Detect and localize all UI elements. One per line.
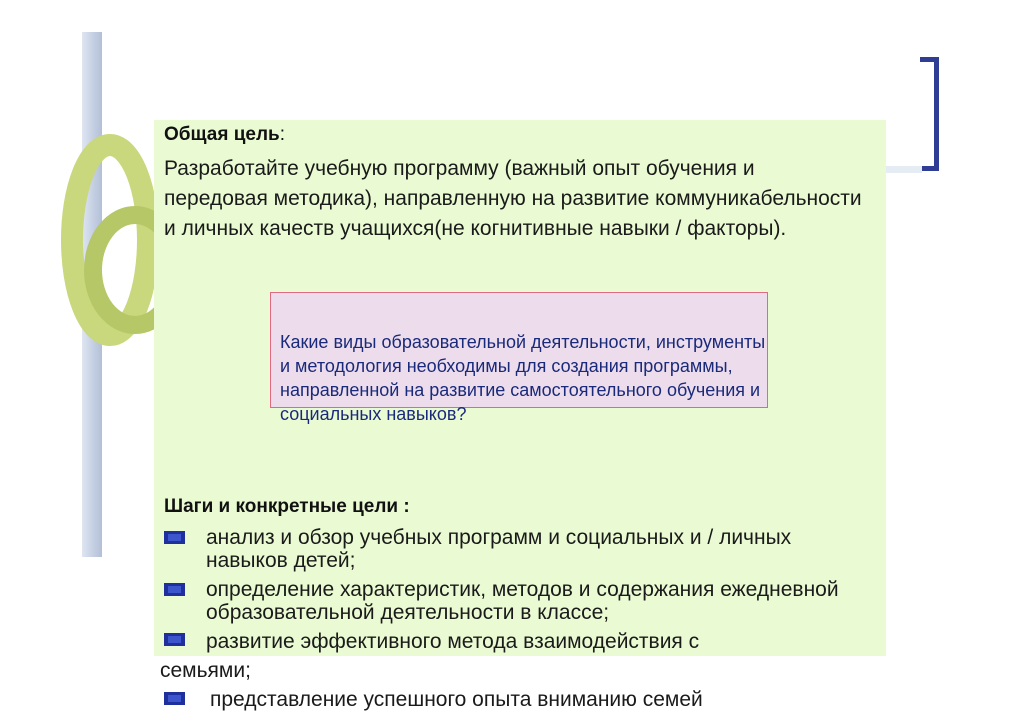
goal-text: Разработайте учебную программу (важный опыт обучения и передовая методика), направленную на развитие коммуникабельности и личных качеств учащихся(не когнитивные навыки / факторы). (164, 157, 862, 240)
bullet-icon (164, 583, 185, 596)
step-item-2: определение характеристик, методов и содержания ежедневной образовательной деятельности в классе; (206, 578, 839, 624)
bullet-icon (164, 692, 185, 705)
question-text: Какие виды образовательной деятельности, инструменты и методология необходимы для создания программы, направленной на развитие самостоятельного обучения и социальных навыков? (280, 332, 766, 424)
step-item-3: развитие эффективного метода взаимодействия с (206, 630, 700, 653)
step-item-1: анализ и обзор учебных программ и социальных и / личных навыков детей; (206, 526, 792, 572)
decorative-bracket (920, 57, 939, 171)
step-item-3-continuation: семьями; (160, 659, 251, 682)
step-item-4: представление успешного опыта вниманию семей (210, 688, 703, 711)
steps-heading: Шаги и конкретные цели : (164, 496, 410, 517)
bullet-icon (164, 633, 185, 646)
bullet-icon (164, 531, 185, 544)
goal-heading: Общая цель: (164, 124, 285, 145)
decorative-bracket-foot (886, 166, 922, 173)
